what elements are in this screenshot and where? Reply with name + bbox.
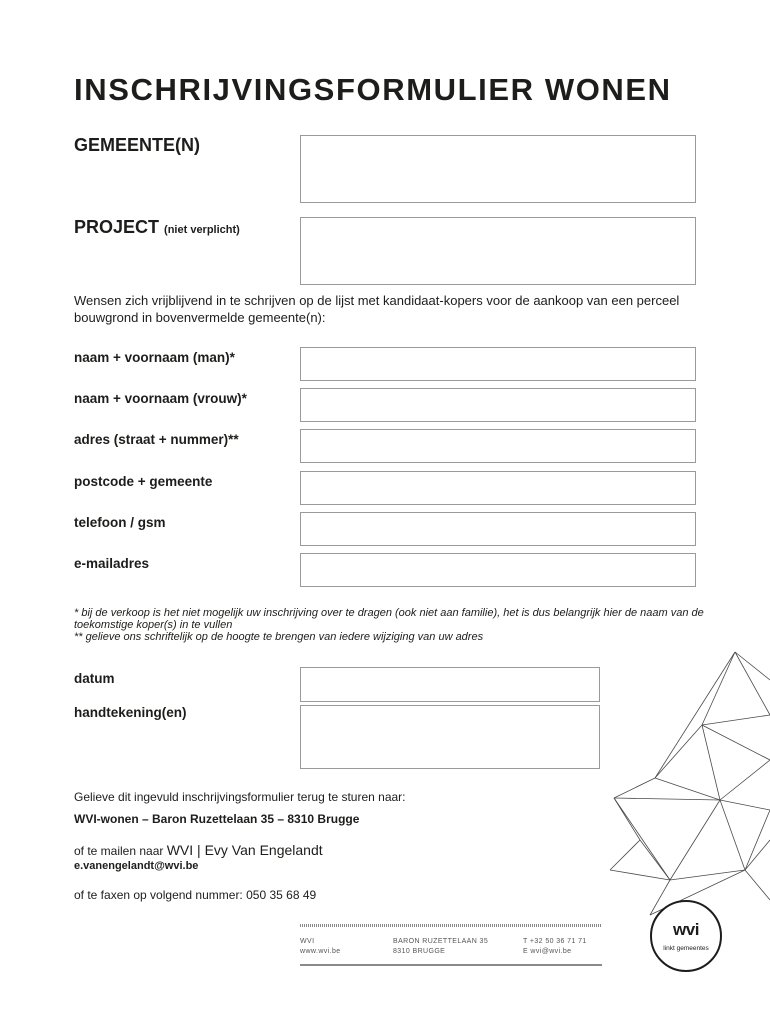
email-link[interactable]: e.vanengelandt@wvi.be (74, 860, 199, 872)
project-optional-note: (niet verplicht) (164, 224, 240, 236)
email-field[interactable] (300, 553, 696, 587)
field-label-naam-man: naam + voornaam (man)* (74, 350, 235, 365)
footer-col-2 (393, 937, 488, 957)
datum-field[interactable] (300, 667, 600, 702)
logo-tagline: linkt gemeentes (663, 945, 709, 952)
footer-email[interactable]: E wvi@wvi.be (523, 948, 572, 955)
field-label-adres: adres (straat + nummer)** (74, 432, 239, 447)
project-label-text: PROJECT (74, 217, 160, 237)
footer-rule-bottom (300, 964, 602, 966)
footer-col-1 (300, 937, 341, 957)
footer-rule-top (300, 924, 602, 927)
mail-contact: WVI | Evy Van Engelandt (166, 842, 323, 858)
footer-org: WVI (300, 938, 315, 945)
adres-field[interactable] (300, 429, 696, 463)
datum-label: datum (74, 671, 115, 686)
postcode-field[interactable] (300, 471, 696, 505)
footer-website[interactable]: www.wvi.be (300, 948, 341, 955)
mail-prefix: of te mailen naar (74, 844, 167, 858)
footer-phone: T +32 50 36 71 71 (523, 938, 587, 945)
project-label (74, 217, 240, 238)
project-field[interactable] (300, 217, 696, 285)
footer-col-3 (523, 937, 587, 957)
footnote-2: ** gelieve ons schriftelijk op de hoogte te brengen van iedere wijziging van uw adres (74, 631, 484, 643)
logo-wordmark: wvi (673, 920, 699, 939)
field-label-telefoon: telefoon / gsm (74, 515, 166, 530)
field-label-postcode: postcode + gemeente (74, 474, 213, 489)
field-label-email: e-mailadres (74, 556, 150, 571)
footnotes (74, 607, 714, 643)
telefoon-field[interactable] (300, 512, 696, 546)
return-instructions: Gelieve dit ingevuld inschrijvingsformulier terug te sturen naar: (74, 790, 406, 804)
footnote-1: * bij de verkoop is het niet mogelijk uw inschrijving over te dragen (ook niet aan familie), het is dus belangrijk hier de naam van de toekomstige koper(s) in te vullen (74, 607, 704, 631)
footer-city: 8310 BRUGGE (393, 948, 446, 955)
footer-street: BARON RUZETTELAAN 35 (393, 938, 489, 945)
field-label-naam-vrouw: naam + voornaam (vrouw)* (74, 391, 247, 406)
fax-text: of te faxen op volgend nummer: 050 35 68 49 (74, 888, 317, 902)
form-title: INSCHRIJVINGSFORMULIER WONEN (74, 72, 672, 107)
gemeente-field[interactable] (300, 135, 696, 203)
mail-line (74, 842, 323, 858)
naam-man-field[interactable] (300, 347, 696, 381)
handtekening-field[interactable] (300, 705, 600, 769)
handtekening-label: handtekening(en) (74, 705, 187, 720)
return-address: WVI-wonen – Baron Ruzettelaan 35 – 8310 Brugge (74, 812, 360, 826)
gemeente-label: GEMEENTE(N) (74, 135, 200, 155)
intro-text: Wensen zich vrijblijvend in te schrijven op de lijst met kandidaat-kopers voor de aankoop van een perceel bouwgrond in bovenvermelde gemeente(n): (74, 293, 680, 325)
naam-vrouw-field[interactable] (300, 388, 696, 422)
